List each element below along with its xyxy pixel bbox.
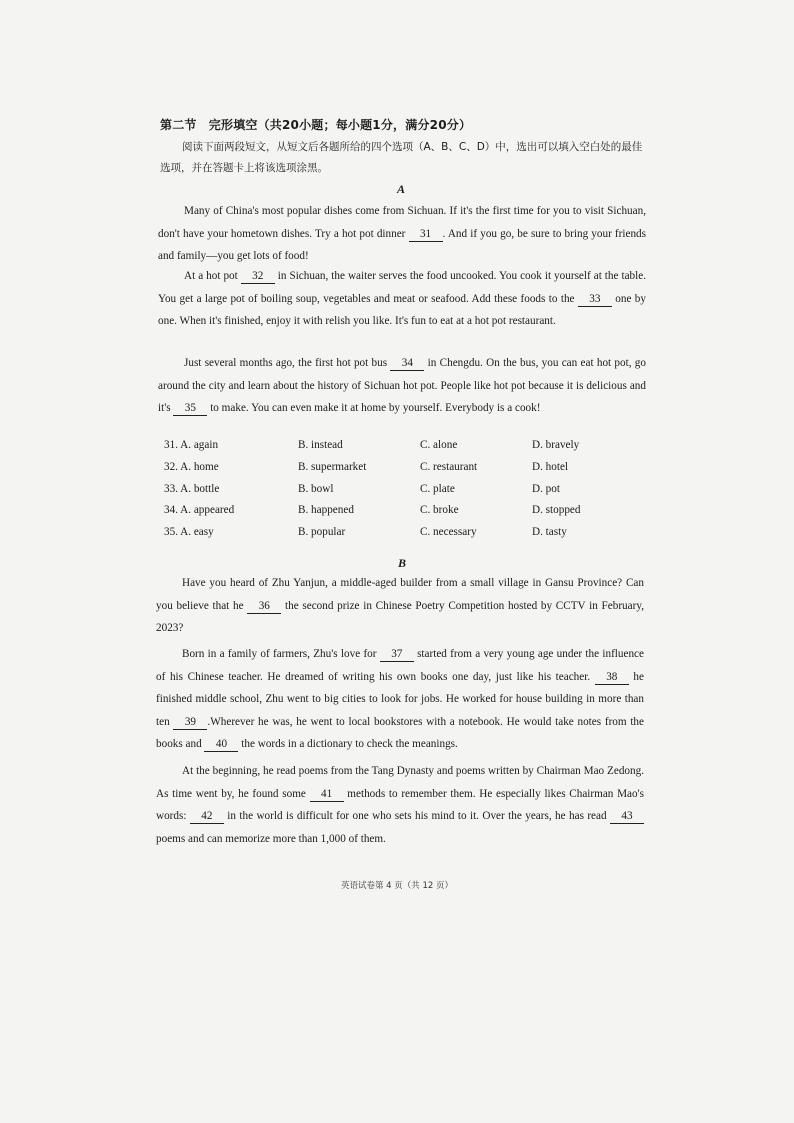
passage-b-paragraph-2 (156, 643, 644, 756)
passage-a-paragraph-1 (158, 200, 646, 268)
passage-a-options (164, 439, 644, 548)
blank-32: 32 (241, 270, 275, 284)
passage-b-letter: B (398, 556, 407, 570)
passage-b-paragraph-1 (156, 572, 644, 640)
blank-43: 43 (610, 810, 644, 824)
section-instructions: 阅读下面两段短文，从短文后各题所给的四个选项（A、B、C、D）中，选出可以填入空白处的最佳选项，并在答题卡上将该选项涂黑。 (160, 141, 643, 174)
blank-36: 36 (247, 600, 281, 614)
option-d: D. bravely (532, 439, 580, 451)
option-d: D. hotel (532, 460, 569, 473)
blank-37: 37 (380, 648, 414, 662)
blank-40: 40 (204, 738, 238, 752)
text: to make. You can even make it at home by yourself. Everybody is a cook! (207, 402, 541, 414)
text: the words in a dictionary to check the meanings. (238, 738, 458, 750)
text: At a hot pot (184, 270, 241, 282)
option-row-31 (164, 439, 644, 461)
option-a: 31. A. again (164, 439, 219, 451)
blank-35: 35 (173, 402, 207, 416)
passage-a-paragraph-2 (158, 265, 646, 333)
text: in Sichuan, the waiter serves the food uncooked. You cook it yourself at the table. You get a large pot of boiling soup, vegetables and meat or seafood. Add these foods to the (158, 270, 647, 305)
text: Born in a family of farmers, Zhu's love for (182, 648, 380, 660)
blank-41: 41 (310, 788, 344, 802)
option-b: B. bowl (298, 482, 334, 495)
option-a: 33. A. bottle (164, 482, 220, 495)
text: . And if you go, be sure to bring your friends and family—you get lots of food! (158, 227, 646, 262)
text: the second prize in Chinese Poetry Competition hosted by CCTV in February, 2023? (156, 599, 645, 634)
option-row-32 (164, 461, 644, 483)
option-b: B. popular (298, 526, 346, 539)
option-b: B. instead (298, 439, 343, 451)
text: started from a very young age under the influence of his Chinese teacher. He dreamed of writing his own books one day, just like his teacher. (156, 648, 644, 683)
section-title: 第二节 完形填空（共20小题；每小题1分，满分20分） (160, 118, 472, 132)
blank-42: 42 (190, 810, 224, 824)
blank-31: 31 (409, 228, 443, 242)
option-c: C. restaurant (420, 460, 478, 473)
option-d: D. tasty (532, 526, 567, 539)
option-a: 32. A. home (164, 460, 219, 473)
text: he finished middle school, Zhu went to big cities to look for jobs. He worked for house building in more than ten (156, 670, 644, 728)
text: At the beginning, he read poems from the Tang Dynasty and poems written by Chairman Mao Zedong. As time went by, he found some (156, 765, 644, 800)
passage-b-paragraph-3 (156, 760, 644, 850)
option-b: B. happened (298, 504, 354, 517)
option-a: 35. A. easy (164, 526, 214, 539)
option-row-34 (164, 504, 644, 526)
option-row-33 (164, 483, 644, 505)
option-c: C. necessary (420, 526, 477, 539)
option-d: D. pot (532, 482, 560, 495)
option-c: C. broke (420, 504, 459, 517)
option-a: 34. A. appeared (164, 504, 235, 517)
blank-38: 38 (595, 671, 629, 685)
blank-33: 33 (578, 293, 612, 307)
passage-a-letter: A (397, 182, 406, 196)
text: poems and can memorize more than 1,000 of them. (156, 832, 386, 845)
blank-34: 34 (390, 357, 424, 371)
text: Many of China's most popular dishes come from Sichuan. If it's the first time for you to visit Sichuan, don't have your hometown dishes. Try a hot pot dinner (158, 205, 646, 240)
option-d: D. stopped (532, 504, 581, 517)
option-b: B. supermarket (298, 460, 367, 473)
text: one by one. When it's finished, enjoy it with relish you like. It's fun to eat at a hot pot restaurant. (158, 292, 646, 327)
option-c: C. alone (420, 439, 458, 451)
option-c: C. plate (420, 482, 455, 495)
text: Have you heard of Zhu Yanjun, a middle-aged builder from a small village in Gansu Province? Can you believe that he (156, 577, 644, 612)
text: in Chengdu. On the bus, you can eat hot pot, go around the city and learn about the history of Sichuan hot pot. People like hot pot because it is delicious and it's (158, 357, 646, 414)
text: .Wherever he was, he went to local bookstores with a notebook. He would take notes from the books and (156, 715, 644, 750)
text: Just several months ago, the first hot pot bus (184, 357, 391, 369)
passage-a-paragraph-3 (158, 352, 646, 420)
text: methods to remember them. He especially likes Chairman Mao's words: (156, 787, 644, 822)
text: in the world is difficult for one who sets his mind to it. Over the years, he has read (223, 810, 610, 822)
page-footer: 英语试卷第 4 页（共 12 页） (340, 881, 454, 891)
blank-39: 39 (173, 716, 207, 730)
option-row-35 (164, 526, 644, 548)
